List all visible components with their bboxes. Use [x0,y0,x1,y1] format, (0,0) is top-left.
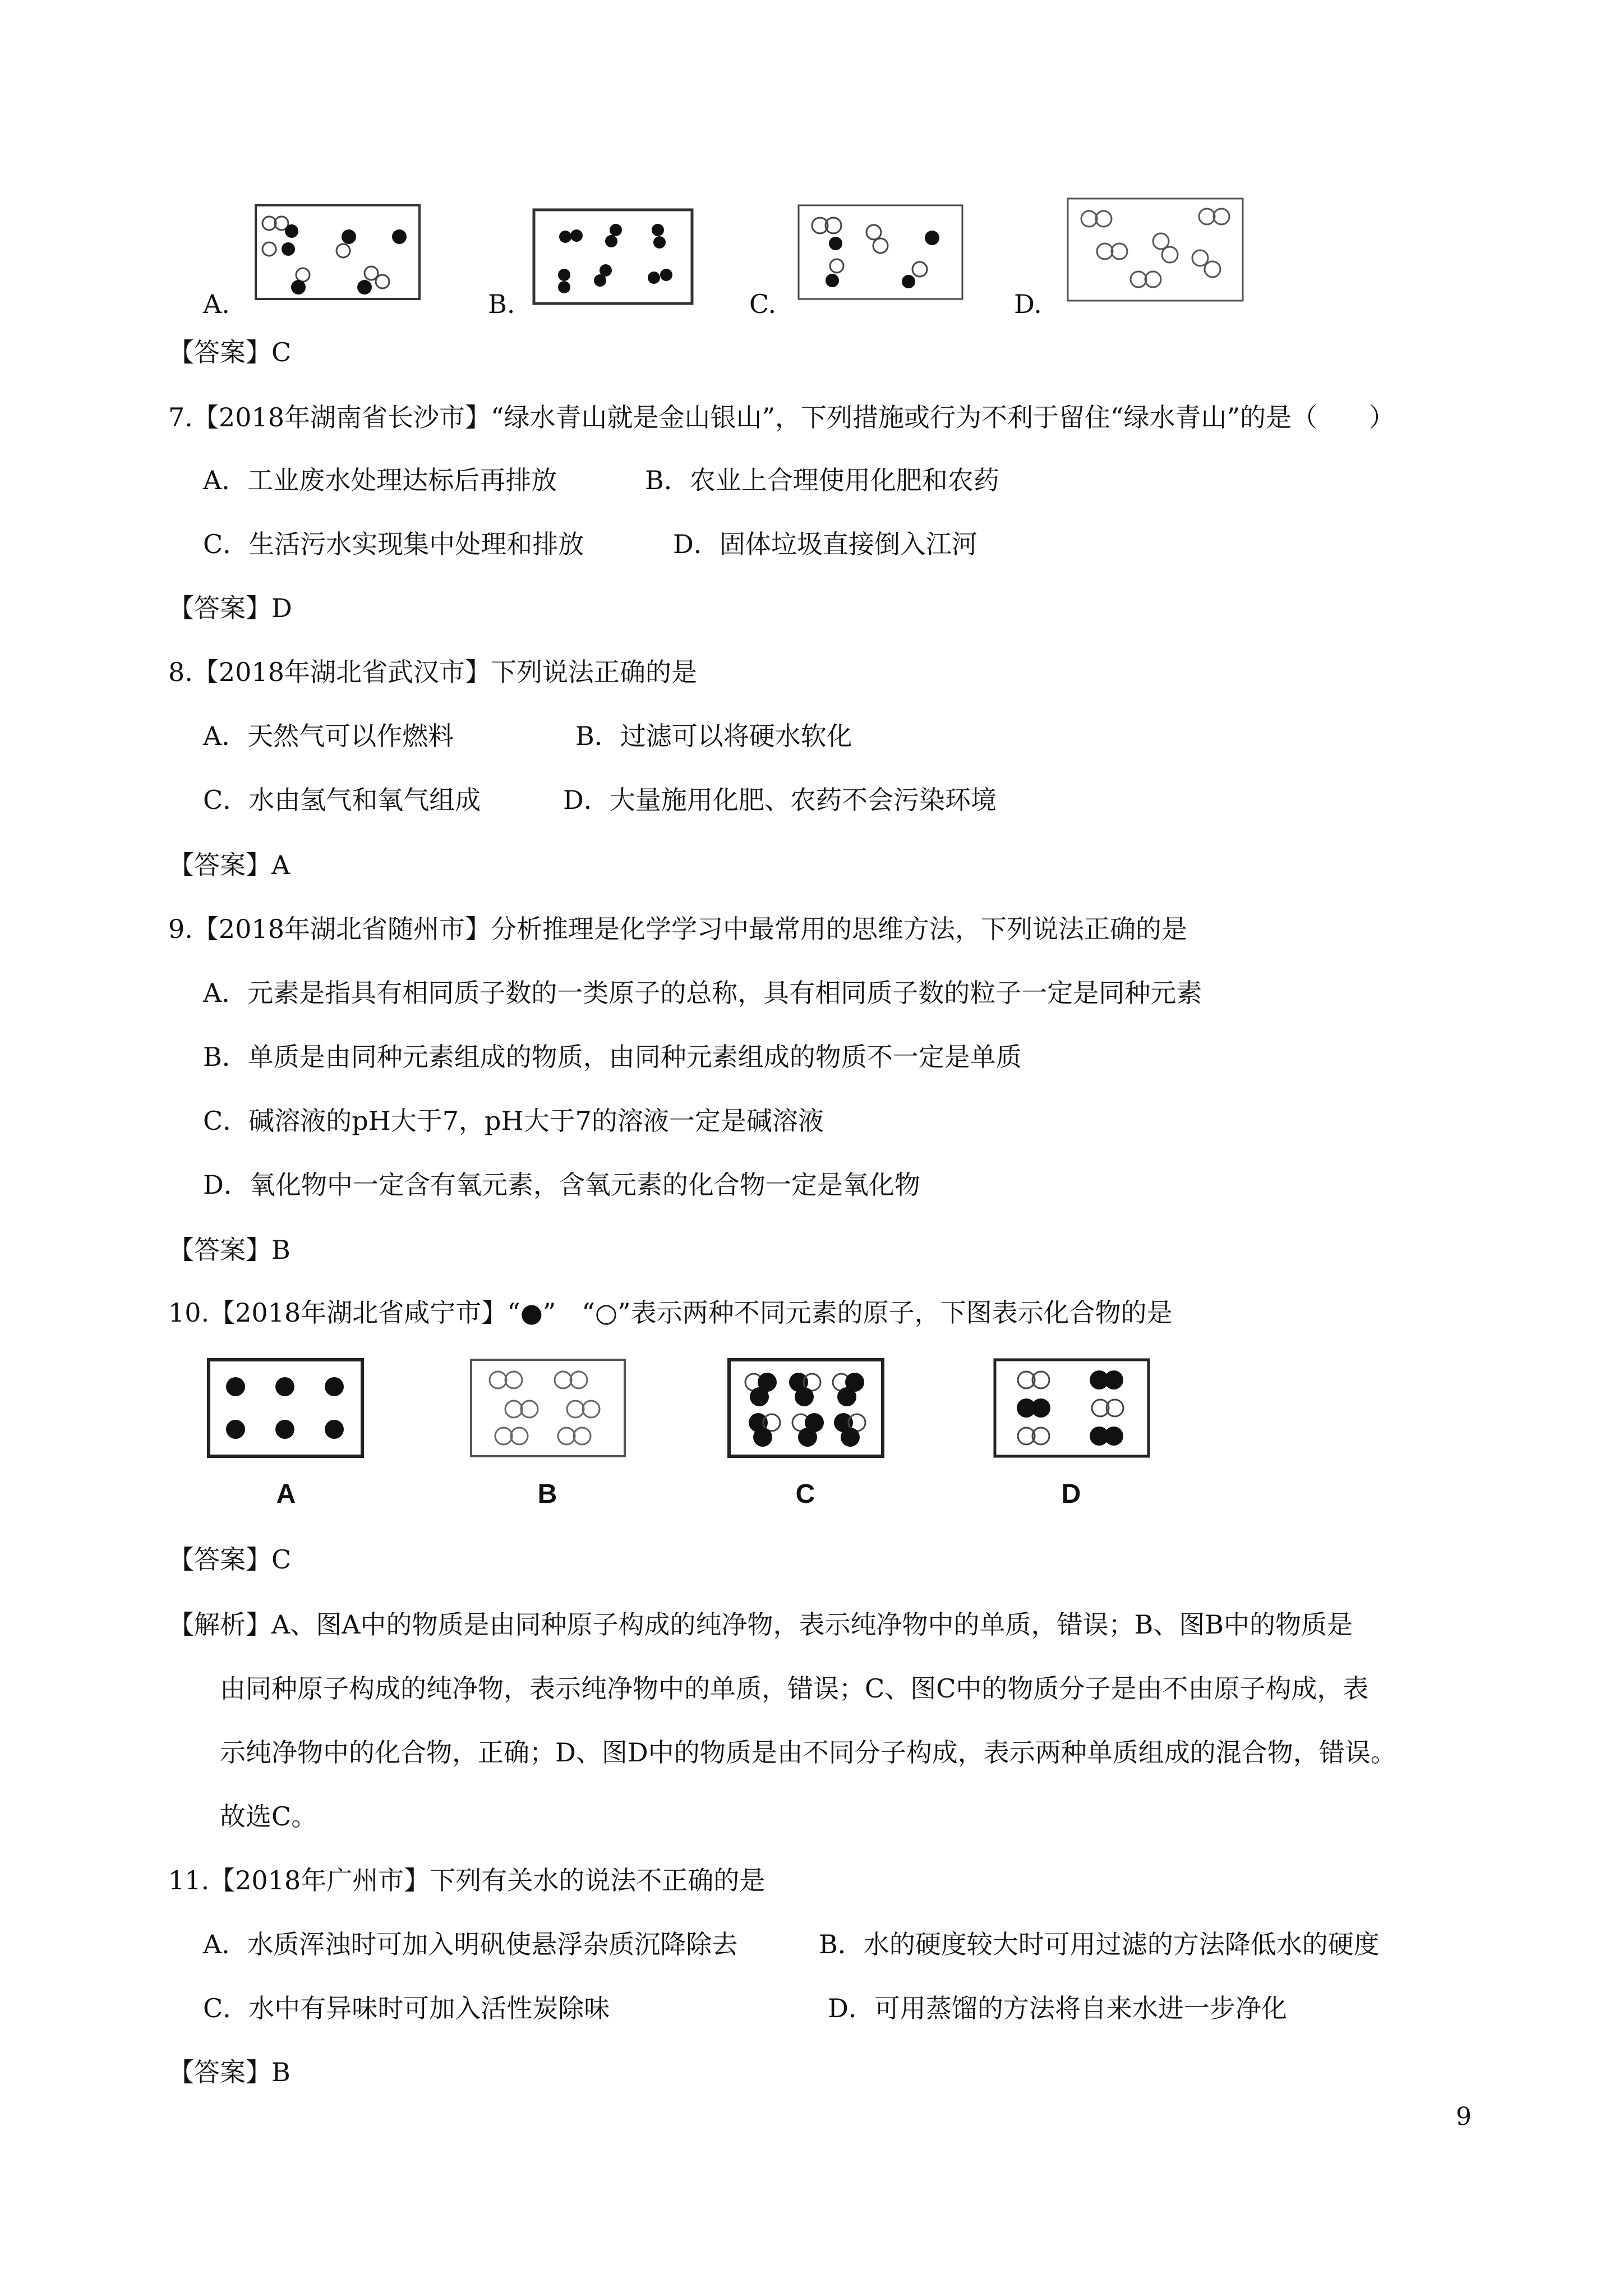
q7-option-b: B．农业上合理使用化肥和农药 [645,465,999,495]
q7-option-d: D．固体垃圾直接倒入江河 [673,529,978,559]
q9-option-c: C．碱溶液的pH大于7，pH大于7的溶液一定是碱溶液 [203,1106,824,1136]
q10-caption-a: A [276,1479,296,1509]
q11-option-d: D．可用蒸馏的方法将自来水进一步净化 [828,1993,1287,2023]
q10-diagram-d [993,1358,1151,1458]
q9-stem: 9.【2018年湖北省随州市】分析推理是化学学习中最常用的思维方法，下列说法正确的是 [168,914,1187,944]
q10-explanation-line-4: 故选C。 [220,1801,317,1832]
q6-answer: 【答案】C [168,337,292,367]
q10-diagram-c [727,1358,885,1458]
q7-option-c: C．生活污水实现集中处理和排放 [203,529,584,559]
q10-answer: 【答案】C [168,1544,292,1575]
q9-option-b: B．单质是由同种元素组成的物质，由同种元素组成的物质不一定是单质 [203,1042,1022,1072]
q6-diagram-d [1066,196,1245,303]
q9-answer: 【答案】B [168,1235,291,1265]
q11-option-a: A．水质浑浊时可加入明矾使悬浮杂质沉降除去 [203,1929,738,1959]
q10-stem: 10.【2018年湖北省咸宁市】“●” “○”表示两种不同元素的原子，下图表示化合物的是 [168,1297,1173,1328]
q6-option-a-label: A. [203,289,230,319]
q11-answer: 【答案】B [168,2057,291,2087]
q11-option-c: C．水中有异味时可加入活性炭除味 [203,1993,610,2023]
page-number: 9 [1456,2102,1472,2131]
q8-option-d: D．大量施用化肥、农药不会污染环境 [563,785,997,815]
q10-caption-d: D [1061,1479,1081,1509]
q6-option-d-label: D. [1014,289,1042,319]
q9-option-a: A．元素是指具有相同质子数的一类原子的总称，具有相同质子数的粒子一定是同种元素 [203,978,1202,1008]
q6-option-c-label: C. [749,289,777,319]
q6-diagram-a [253,203,422,301]
q8-answer: 【答案】A [168,850,291,880]
q10-caption-c: C [795,1479,815,1509]
q8-option-c: C．水由氢气和氧气组成 [203,785,481,815]
q7-option-a: A．工业废水处理达标后再排放 [203,465,557,495]
q10-caption-b: B [537,1479,557,1509]
q10-explanation-line-3: 示纯净物中的化合物，正确；D、图D中的物质是由不同分子构成，表示两种单质组成的混合物，错误。 [220,1737,1396,1768]
q10-diagram-b [469,1358,627,1458]
q10-explanation-line-1: 【解析】A、图A中的物质是由同种原子构成的纯净物，表示纯净物中的单质，错误；B、图B中的物质是 [168,1609,1353,1640]
q11-stem: 11.【2018年广州市】下列有关水的说法不正确的是 [168,1865,766,1895]
q8-option-b: B．过滤可以将硬水软化 [575,721,852,751]
q11-option-b: B．水的硬度较大时可用过滤的方法降低水的硬度 [819,1929,1380,1959]
q7-answer: 【答案】D [168,593,292,623]
q7-stem: 7.【2018年湖南省长沙市】“绿水青山就是金山银山”，下列措施或行为不利于留住“绿水青山”的是（ ） [168,402,1395,432]
q6-diagram-c [796,203,965,301]
q6-option-b-label: B. [488,289,515,319]
q9-option-d: D．氧化物中一定含有氧元素，含氧元素的化合物一定是氧化物 [203,1170,920,1200]
q10-explanation-line-2: 由同种原子构成的纯净物，表示纯净物中的单质，错误；C、图C中的物质分子是由不由原子构成，表 [220,1673,1369,1704]
q8-stem: 8.【2018年湖北省武汉市】下列说法正确的是 [168,657,697,687]
q8-option-a: A．天然气可以作燃料 [203,721,454,751]
q10-diagram-a [206,1358,365,1458]
q6-diagram-b [532,208,694,306]
